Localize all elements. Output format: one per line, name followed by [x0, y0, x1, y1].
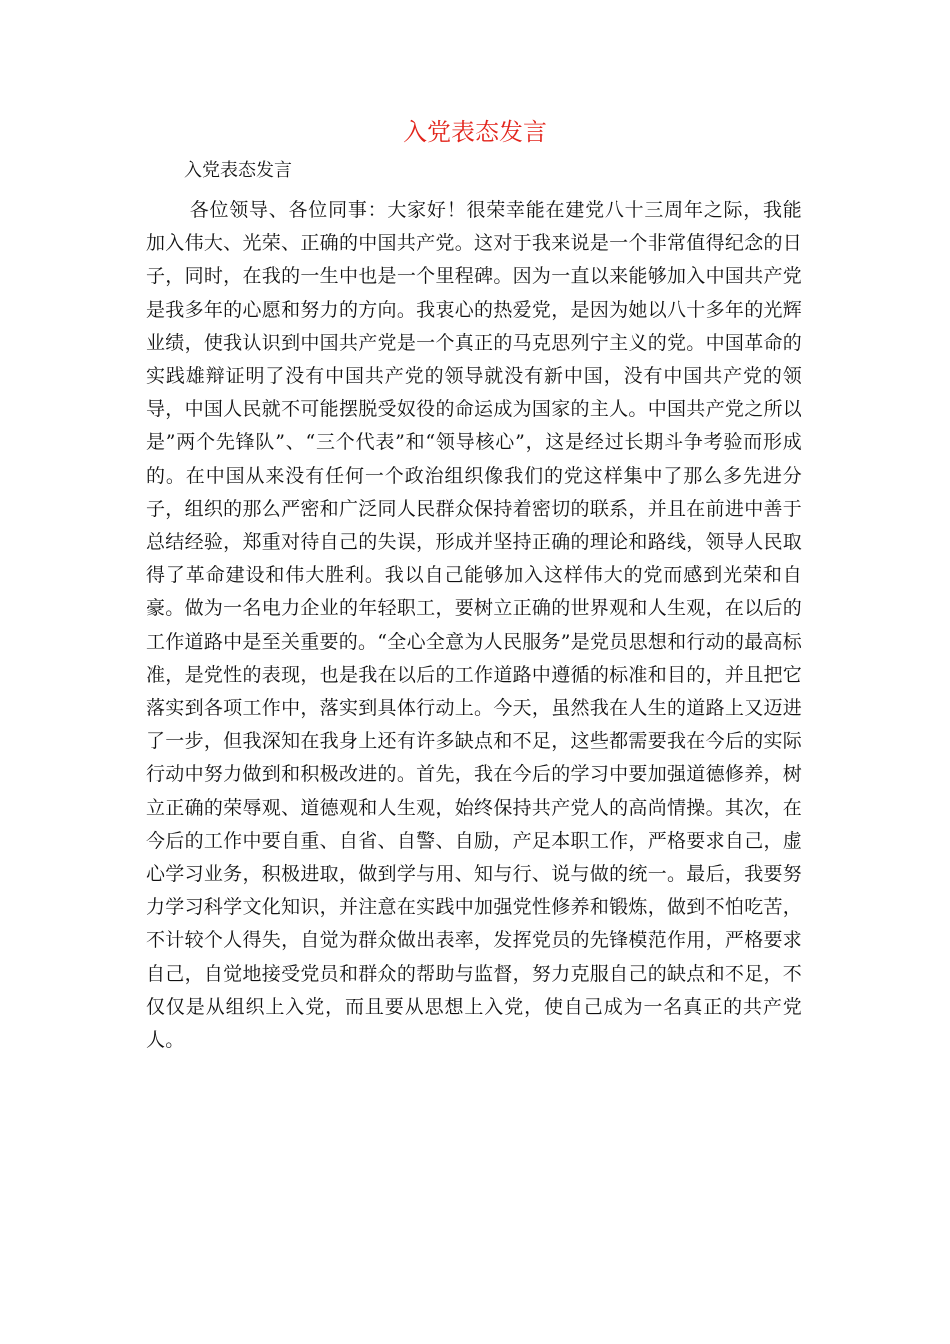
document-body-paragraph: 各位领导、各位同事：大家好！很荣幸能在建党八十三周年之际，我能加入伟大、光荣、正确的中国共产党。这对于我来说是一个非常值得纪念的日子，同时，在我的一生中也是一个里程碑。因为一直以来能够加入中国共产党是我多年的心愿和努力的方向。我衷心的热爱党，是因为她以八十多年的光辉业绩，使我认识到中国共产党是一个真正的马克思列宁主义的党。中国革命的实践雄辩证明了没有中国共产党的领导就没有新中国，没有中国共产党的领导，中国人民就不可能摆脱受奴役的命运成为国家的主人。中国共产党之所以是”两个先锋队”、“三个代表”和“领导核心”，这是经过长期斗争考验而形成的。在中国从来没有任何一个政治组织像我们的党这样集中了那么多先进分子，组织的那么严密和广泛同人民群众保持着密切的联系，并且在前进中善于总结经验，郑重对待自己的失误，形成并坚持正确的理论和路线，领导人民取得了革命建设和伟大胜利。我以自己能够加入这样伟大的党而感到光荣和自豪。做为一名电力企业的年轻职工，要树立正确的世界观和人生观，在以后的工作道路中是至关重要的。“全心全意为人民服务”是党员思想和行动的最高标准，是党性的表现，也是我在以后的工作道路中遵循的标准和目的，并且把它落实到各项工作中，落实到具体行动上。今天，虽然我在人生的道路上又迈进了一步，但我深知在我身上还有许多缺点和不足，这些都需要我在今后的实际行动中努力做到和积极改进的。首先，我在今后的学习中要加强道德修养，树立正确的荣辱观、道德观和人生观，始终保持共产党人的高尚情操。其次，在今后的工作中要自重、自省、自警、自励，产足本职工作，严格要求自己，虚心学习业务，积极进取，做到学与用、知与行、说与做的统一。最后，我要努力学习科学文化知识，并注意在实践中加强党性修养和锻炼，做到不怕吃苦，不计较个人得失，自觉为群众做出表率，发挥党员的先锋模范作用，严格要求自己，自觉地接受党员和群众的帮助与监督，努力克服自己的缺点和不足，不仅仅是从组织上入党，而且要从思想上入党，使自己成为一名真正的共产党人。	[146, 199, 802, 1052]
document-subtitle: 入党表态发言	[184, 160, 292, 181]
document-title: 入党表态发言	[403, 118, 547, 146]
